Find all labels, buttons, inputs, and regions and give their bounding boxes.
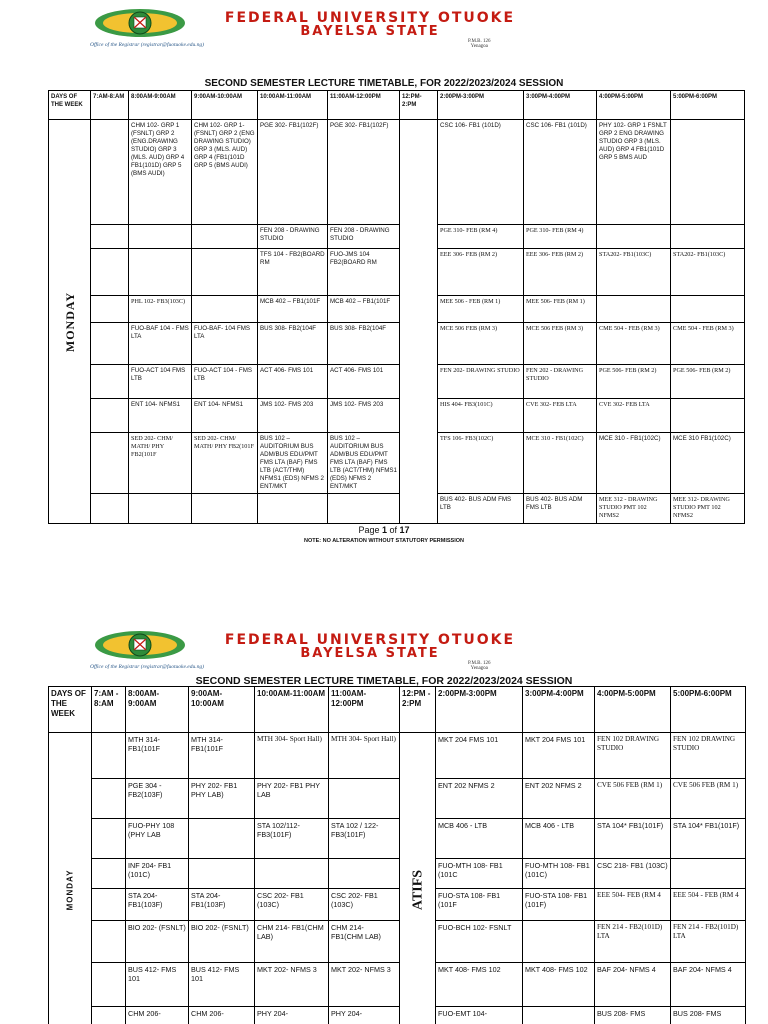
table-row: [49, 225, 745, 249]
course-cell: HIS 404- FB3(101C): [438, 399, 524, 433]
course-cell: ENT 202 NFMS 2: [523, 779, 595, 819]
letterhead: [0, 622, 768, 674]
university-logo-icon: [94, 627, 186, 663]
course-cell: [671, 399, 745, 433]
course-cell: MKT 204 FMS 101: [523, 733, 595, 779]
course-cell: SED 202- CHM/ MATH/ PHY FB2(101F: [192, 433, 258, 494]
course-cell: FUO-MTH 108- FB1 (101C: [436, 859, 523, 889]
course-cell: BIO 202- (FSNLT): [126, 921, 189, 963]
column-header: 9:00AM-10:00AM: [189, 687, 255, 733]
course-cell: STA 204- FB1(103F): [189, 889, 255, 921]
table-row: [49, 249, 745, 296]
course-cell: FEN 202- DRAWING STUDIO: [438, 365, 524, 399]
course-cell: ACT 406- FMS 101: [258, 365, 328, 399]
column-header: 4:00PM-5:00PM: [597, 91, 671, 120]
course-cell: PGE 302- FB1(102F): [258, 120, 328, 225]
course-cell: [189, 859, 255, 889]
table-row: [49, 779, 746, 819]
course-cell: CHM 214- FB1(CHM LAB): [255, 921, 329, 963]
empty-cell: [91, 120, 129, 225]
course-cell: EEE 306- FEB (RM 2): [524, 249, 597, 296]
course-cell: STA 102/112- FB3(101F): [255, 819, 329, 859]
course-cell: MEE 506- FEB (RM 1): [524, 296, 597, 323]
empty-cell: [91, 296, 129, 323]
table-row: [49, 296, 745, 323]
empty-cell: [92, 859, 126, 889]
empty-cell: [92, 963, 126, 1007]
course-cell: FUO-BAF- 104 FMS LTA: [192, 323, 258, 365]
column-header: 10:00AM-11:00AM: [258, 91, 328, 120]
course-cell: [189, 819, 255, 859]
course-cell: STA 104* FB1(101F): [595, 819, 671, 859]
course-cell: BUS 402- BUS ADM FMS LTB: [438, 494, 524, 524]
course-cell: CME 504 - FEB (RM 3): [671, 323, 745, 365]
course-cell: CVE 302- FEB LTA: [597, 399, 671, 433]
course-cell: [523, 1007, 595, 1024]
page-title: SECOND SEMESTER LECTURE TIMETABLE, FOR 2022/2023/2024 SESSION: [204, 78, 564, 89]
course-cell: FUO-STA 108- FB1 (101F): [523, 889, 595, 921]
course-cell: STA 102 / 122- FB3(101F): [329, 819, 400, 859]
timetable-table: [48, 686, 746, 1024]
course-cell: [192, 225, 258, 249]
empty-cell: [92, 1007, 126, 1024]
course-cell: ENT 202 NFMS 2: [436, 779, 523, 819]
course-cell: FUO-PHY 108 (PHY LAB: [126, 819, 189, 859]
course-cell: ACT 406- FMS 101: [328, 365, 400, 399]
course-cell: PHY 204-: [329, 1007, 400, 1024]
table-row: [49, 120, 745, 225]
column-header: 5:00PM-6:00PM: [671, 687, 746, 733]
registrar-line: Office of the Registrar (registrar@fuotuoke.edu.ng): [90, 42, 204, 48]
table-row: [49, 433, 745, 494]
table-row: [49, 921, 746, 963]
column-header: 3:00PM-4:00PM: [523, 687, 595, 733]
course-cell: FEN 102 DRAWING STUDIO: [671, 733, 746, 779]
course-cell: [129, 225, 192, 249]
course-cell: [671, 296, 745, 323]
course-cell: [523, 921, 595, 963]
course-cell: FEN 214 - FB2(101D) LTA: [595, 921, 671, 963]
course-cell: CSC 202- FB1 (103C): [329, 889, 400, 921]
column-header: 5:00PM-6:00PM: [671, 91, 745, 120]
table-row: [49, 323, 745, 365]
course-cell: ENT 104- NFMS1: [192, 399, 258, 433]
course-cell: FUO-BCH 102- FSNLT: [436, 921, 523, 963]
course-cell: MCB 402 – FB1(101F: [258, 296, 328, 323]
state-name: BAYELSA STATE: [300, 24, 440, 39]
course-cell: STA202- FB1(103C): [671, 249, 745, 296]
course-cell: PGE 304 - FB2(103F): [126, 779, 189, 819]
column-header: 4:00PM-5:00PM: [595, 687, 671, 733]
pmb-address: P.M.B. 126 Yenagoa: [468, 661, 491, 671]
course-cell: CVE 506 FEB (RM 1): [671, 779, 746, 819]
course-cell: MCE 506 FEB (RM 3): [438, 323, 524, 365]
course-cell: [671, 859, 746, 889]
column-header: 7:AM - 8:AM: [92, 687, 126, 733]
course-cell: EEE 306- FEB (RM 2): [438, 249, 524, 296]
statutory-note: NOTE: NO ALTERATION WITHOUT STATUTORY PERMISSION: [303, 538, 464, 544]
university-name: FEDERAL UNIVERSITY OTUOKE BAYELSA STATE: [190, 12, 550, 38]
course-cell: [129, 494, 192, 524]
course-cell: MEE 312- DRAWING STUDIO PMT 102 NFMS2: [671, 494, 745, 524]
day-cell: [49, 120, 91, 524]
course-cell: TFS 104 - FB2(BOARD RM: [258, 249, 328, 296]
course-cell: CVE 302- FEB LTA: [524, 399, 597, 433]
course-cell: BAF 204- NFMS 4: [671, 963, 746, 1007]
course-cell: PHL 102- FB3(103C): [129, 296, 192, 323]
course-cell: CHM 214- FB1(CHM LAB): [329, 921, 400, 963]
course-cell: PGE 310- FEB (RM 4): [524, 225, 597, 249]
column-header: DAYS OF THE WEEK: [49, 91, 91, 120]
course-cell: CSC 202- FB1 (103C): [255, 889, 329, 921]
day-label: MONDAY: [62, 291, 77, 352]
course-cell: MCB 406 - LTB: [523, 819, 595, 859]
header-row: [49, 687, 746, 733]
course-cell: ENT 104- NFMS1: [129, 399, 192, 433]
table-row: [49, 494, 745, 524]
column-header: 12:PM - 2:PM: [400, 687, 436, 733]
column-header: DAYS OF THE WEEK: [49, 687, 92, 733]
header-row: [49, 91, 745, 120]
course-cell: MKT 408- FMS 102: [436, 963, 523, 1007]
break-cell: [400, 733, 436, 1024]
course-cell: [671, 120, 745, 225]
break-label: ATIFS: [409, 869, 425, 910]
empty-cell: [91, 323, 129, 365]
course-cell: BUS 102 – AUDITORIUM BUS ADM/BUS EDU/PMT FMS LTA (BAF) FMS LTB (ACT/THM) NFMS1 (EDS) NFMS 2 ENT/MKT: [328, 433, 400, 494]
course-cell: BUS 308- FB2(104F: [258, 323, 328, 365]
day-cell: [49, 733, 92, 1024]
column-header: 11:00AM-12:00PM: [329, 687, 400, 733]
table-row: [49, 889, 746, 921]
course-cell: FUO-ACT 104 - FMS LTB: [192, 365, 258, 399]
empty-cell: [91, 399, 129, 433]
course-cell: MTH 314- FB1(101F: [126, 733, 189, 779]
course-cell: PHY 102- GRP 1 FSNLT GRP 2 ENG DRAWING STUDIO GRP 3 (MLS. AUD) GRP 4 FB1(101D GRP 5 BMS AUD: [597, 120, 671, 225]
course-cell: MKT 202- NFMS 3: [329, 963, 400, 1007]
course-cell: [671, 225, 745, 249]
course-cell: [192, 249, 258, 296]
course-cell: PHY 202- FB1 PHY LAB): [189, 779, 255, 819]
course-cell: [192, 494, 258, 524]
course-cell: STA 204- FB1(103F): [126, 889, 189, 921]
course-cell: [328, 494, 400, 524]
break-cell: [400, 120, 438, 524]
course-cell: [258, 494, 328, 524]
course-cell: PHY 204-: [255, 1007, 329, 1024]
course-cell: MCE 310 FB1(102C): [671, 433, 745, 494]
course-cell: FEN 214 - FB2(101D) LTA: [671, 921, 746, 963]
course-cell: MTH 304- Sport Hall): [255, 733, 329, 779]
course-cell: BUS 208- FMS: [595, 1007, 671, 1024]
course-cell: FEN 202 - DRAWING STUDIO: [524, 365, 597, 399]
empty-cell: [91, 365, 129, 399]
course-cell: BUS 208- FMS: [671, 1007, 746, 1024]
course-cell: PGE 302- FB1(102F): [328, 120, 400, 225]
column-header: 9:00AM-10:00AM: [192, 91, 258, 120]
empty-cell: [91, 225, 129, 249]
course-cell: [255, 859, 329, 889]
course-cell: PGE 506- FEB (RM 2): [671, 365, 745, 399]
course-cell: [329, 859, 400, 889]
course-cell: MCE 310 - FB1(102C): [597, 433, 671, 494]
pmb-address: P.M.B. 126 Yenagoa: [468, 39, 491, 49]
course-cell: [597, 225, 671, 249]
course-cell: FUO-EMT 104-: [436, 1007, 523, 1024]
course-cell: EEE 504- FEB (RM 4: [595, 889, 671, 921]
course-cell: MCB 406 - LTB: [436, 819, 523, 859]
column-header: 8:00AM-9:00AM: [129, 91, 192, 120]
letterhead: [0, 0, 768, 52]
column-header: 7:AM-8:AM: [91, 91, 129, 120]
column-header: 2:00PM-3:00PM: [436, 687, 523, 733]
course-cell: FUO-BAF 104 - FMS LTA: [129, 323, 192, 365]
course-cell: FEN 102 DRAWING STUDIO: [595, 733, 671, 779]
table-row: [49, 399, 745, 433]
registrar-line: Office of the Registrar (registrar@fuotuoke.edu.ng): [90, 664, 204, 670]
empty-cell: [92, 733, 126, 779]
course-cell: MCE 310 - FB1(102C): [524, 433, 597, 494]
table-row: [49, 733, 746, 779]
course-cell: MKT 204 FMS 101: [436, 733, 523, 779]
state-name: BAYELSA STATE: [300, 646, 440, 661]
course-cell: JMS 102- FMS 203: [328, 399, 400, 433]
page-title: SECOND SEMESTER LECTURE TIMETABLE, FOR 2022/2023/2024 SESSION: [195, 675, 573, 687]
course-cell: [192, 296, 258, 323]
course-cell: CVE 506 FEB (RM 1): [595, 779, 671, 819]
column-header: 12:PM-2:PM: [400, 91, 438, 120]
course-cell: EEE 504 - FEB (RM 4: [671, 889, 746, 921]
course-cell: CHM 206-: [189, 1007, 255, 1024]
course-cell: MKT 202- NFMS 3: [255, 963, 329, 1007]
page-number: Page 1 of 17: [358, 525, 410, 535]
table-row: [49, 819, 746, 859]
course-cell: MKT 408- FMS 102: [523, 963, 595, 1007]
course-cell: JMS 102- FMS 203: [258, 399, 328, 433]
course-cell: MEE 312 - DRAWING STUDIO PMT 102 NFMS2: [597, 494, 671, 524]
university-name: FEDERAL UNIVERSITY OTUOKE BAYELSA STATE: [190, 634, 550, 660]
empty-cell: [92, 819, 126, 859]
empty-cell: [91, 249, 129, 296]
course-cell: BIO 202- (FSNLT): [189, 921, 255, 963]
course-cell: [129, 249, 192, 296]
course-cell: FEN 208 - DRAWING STUDIO: [328, 225, 400, 249]
course-cell: INF 204- FB1 (101C): [126, 859, 189, 889]
course-cell: CHM 102- GRP 1- (FSNLT) GRP 2 (ENG DRAWING STUDIO) GRP 3 (MLS. AUD) GRP 4 (FB1(101D GRP 5 (BMS AUDI): [192, 120, 258, 225]
course-cell: TFS 106- FB3(102C): [438, 433, 524, 494]
course-cell: MCE 506 FEB (RM 3): [524, 323, 597, 365]
course-cell: PGE 506- FEB (RM 2): [597, 365, 671, 399]
column-header: 3:00PM-4:00PM: [524, 91, 597, 120]
course-cell: MTH 304- Sport Hall): [329, 733, 400, 779]
course-cell: CME 504 - FEB (RM 3): [597, 323, 671, 365]
university-logo-icon: [94, 5, 186, 41]
course-cell: PHY 202- FB1 PHY LAB: [255, 779, 329, 819]
empty-cell: [92, 921, 126, 963]
course-cell: CSC 106- FB1 (101D): [438, 120, 524, 225]
course-cell: MTH 314- FB1(101F: [189, 733, 255, 779]
course-cell: STA 104* FB1(101F): [671, 819, 746, 859]
course-cell: [329, 779, 400, 819]
timetable-page-2: [0, 622, 768, 1024]
course-cell: SED 202- CHM/ MATH/ PHY FB2(101F: [129, 433, 192, 494]
column-header: 2:00PM-3:00PM: [438, 91, 524, 120]
course-cell: BUS 412- FMS 101: [126, 963, 189, 1007]
timetable-table: [48, 90, 745, 524]
course-cell: CHM 102- GRP 1 (FSNLT) GRP 2 (ENG.DRAWING STUDIO) GRP 3 (MLS. AUD) GRP 4 FB1(101D) GRP 5 (BMS AUDI): [129, 120, 192, 225]
column-header: 10:00AM-11:00AM: [255, 687, 329, 733]
course-cell: MEE 506 - FEB (RM 1): [438, 296, 524, 323]
course-cell: STA202- FB1(103C): [597, 249, 671, 296]
column-header: 8:00AM-9:00AM: [126, 687, 189, 733]
empty-cell: [91, 433, 129, 494]
course-cell: PGE 310- FEB (RM 4): [438, 225, 524, 249]
column-header: 11:00AM-12:00PM: [328, 91, 400, 120]
course-cell: CSC 106- FB1 (101D): [524, 120, 597, 225]
course-cell: CHM 206-: [126, 1007, 189, 1024]
table-row: [49, 1007, 746, 1024]
course-cell: BUS 412- FMS 101: [189, 963, 255, 1007]
empty-cell: [92, 779, 126, 819]
table-row: [49, 963, 746, 1007]
table-row: [49, 859, 746, 889]
course-cell: FUO-ACT 104 FMS LTB: [129, 365, 192, 399]
course-cell: FEN 208 - DRAWING STUDIO: [258, 225, 328, 249]
day-label: MONDAY: [65, 869, 75, 910]
course-cell: BUS 308- FB2(104F: [328, 323, 400, 365]
course-cell: FUO-JMS 104 FB2(BOARD RM: [328, 249, 400, 296]
course-cell: BAF 204- NFMS 4: [595, 963, 671, 1007]
empty-cell: [92, 889, 126, 921]
course-cell: BUS 402- BUS ADM FMS LTB: [524, 494, 597, 524]
course-cell: FUO-STA 108- FB1 (101F: [436, 889, 523, 921]
course-cell: MCB 402 – FB1(101F: [328, 296, 400, 323]
course-cell: BUS 102 – AUDITORIUM BUS ADM/BUS EDU/PMT FMS LTA (BAF) FMS LTB (ACT/THM) NFMS1 (EDS) NFMS 2 ENT/MKT: [258, 433, 328, 494]
course-cell: CSC 218- FB1 (103C): [595, 859, 671, 889]
course-cell: FUO-MTH 108- FB1 (101C): [523, 859, 595, 889]
empty-cell: [91, 494, 129, 524]
table-row: [49, 365, 745, 399]
course-cell: [597, 296, 671, 323]
